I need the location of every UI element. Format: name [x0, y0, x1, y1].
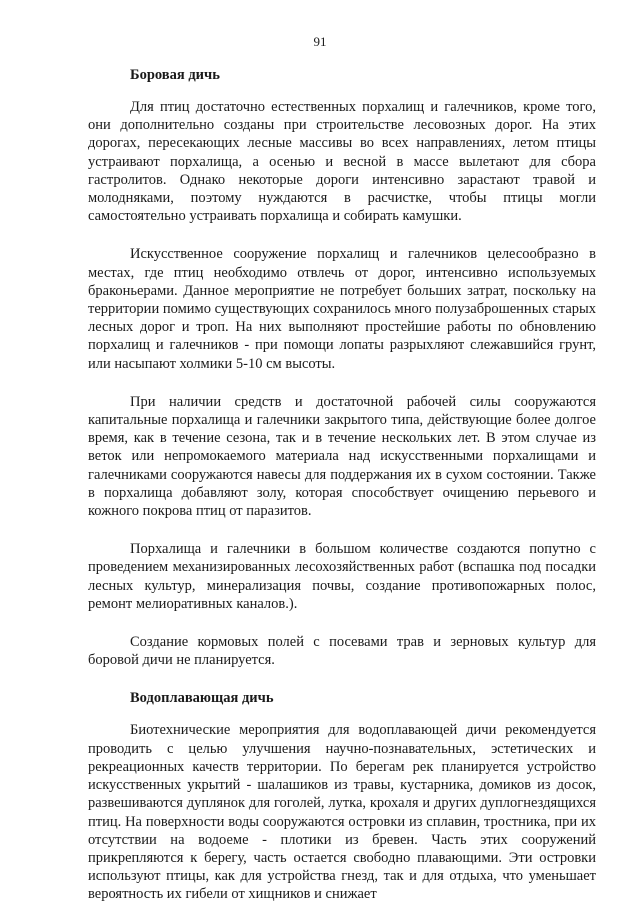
section-heading-waterfowl: Водоплавающая дичь: [130, 690, 274, 707]
paragraph: При наличии средств и достаточной рабочей силы сооружаются капитальные порхалища и галечники закрытого типа, действующие более долгое время, как в течение сезона, так и в течение нескольких лет. В этом случае из веток или непромокаемого материала над искусственными порхалищами и галечниками сооружаются навесы для поддержания их в сухом состоянии. Также в порхалища добавляют золу, которая способствует очищению перьевого и кожного покрова птиц от паразитов.: [88, 393, 596, 520]
paragraph: Биотехнические мероприятия для водоплавающей дичи рекомендуется проводить с целью улучшения научно-познавательных, эстетических и рекреационных качеств территории. По берегам рек планируется устройство искусственных укрытий - шалашиков из травы, кустарника, домиков из досок, развешиваются дуплянок для гоголей, лутка, крохаля и других дуплогнездящихся птиц. На поверхности воды сооружаются островки из сплавин, тростника, при их отсутствии на водоеме - плотики из бревен. Часть этих сооружений прикрепляются к берегу, часть остается свободно плавающими. Эти островки используют птицы, как для устройства гнезд, так и для отдыха, что уменьшает вероятность их гибели от хищников и снижает: [88, 722, 596, 903]
paragraph: Искусственное сооружение порхалищ и галечников целесообразно в местах, где птиц необходимо отвлечь от дорог, интенсивно используемых браконьерами. Данное мероприятие не потребует больших затрат, поскольку на территории помимо существующих сохранилось много полузаброшенных старых лесных дорог и троп. На них выполняют простейшие работы по обновлению порхалищ и галечников - при помощи лопаты разрыхляют слежавшийся грунт, или насыпают холмики 5-10 см высоты.: [88, 246, 596, 372]
document-body: [88, 66, 596, 904]
section-heading-upland-game: Боровая дичь: [130, 67, 220, 83]
page-number: 91: [313, 34, 327, 49]
paragraph: Для птиц достаточно естественных порхалищ и галечников, кроме того, они дополнительно созданы при строительстве лесовозных дорог. На этих дорогах, пересекающих лесные массивы во всех направлениях, летом птицы устраивают порхалища, а осенью и весной в массе вылетают для сбора гастролитов. Однако некоторые дороги интенсивно зарастают травой и молодняками, поэтому нуждаются в расчистке, чтобы птицы могли самостоятельно устраивать порхалища и собирать камушки.: [88, 99, 596, 225]
paragraph: Порхалища и галечники в большом количестве создаются попутно с проведением механизированных лесохозяйственных работ (вспашка под посадки лесных культур, минерализация почвы, создание противопожарных полос, ремонт мелиоративных каналов.).: [88, 541, 596, 612]
paragraph: Создание кормовых полей с посевами трав и зерновых культур для боровой дичи не планируется.: [88, 634, 596, 669]
